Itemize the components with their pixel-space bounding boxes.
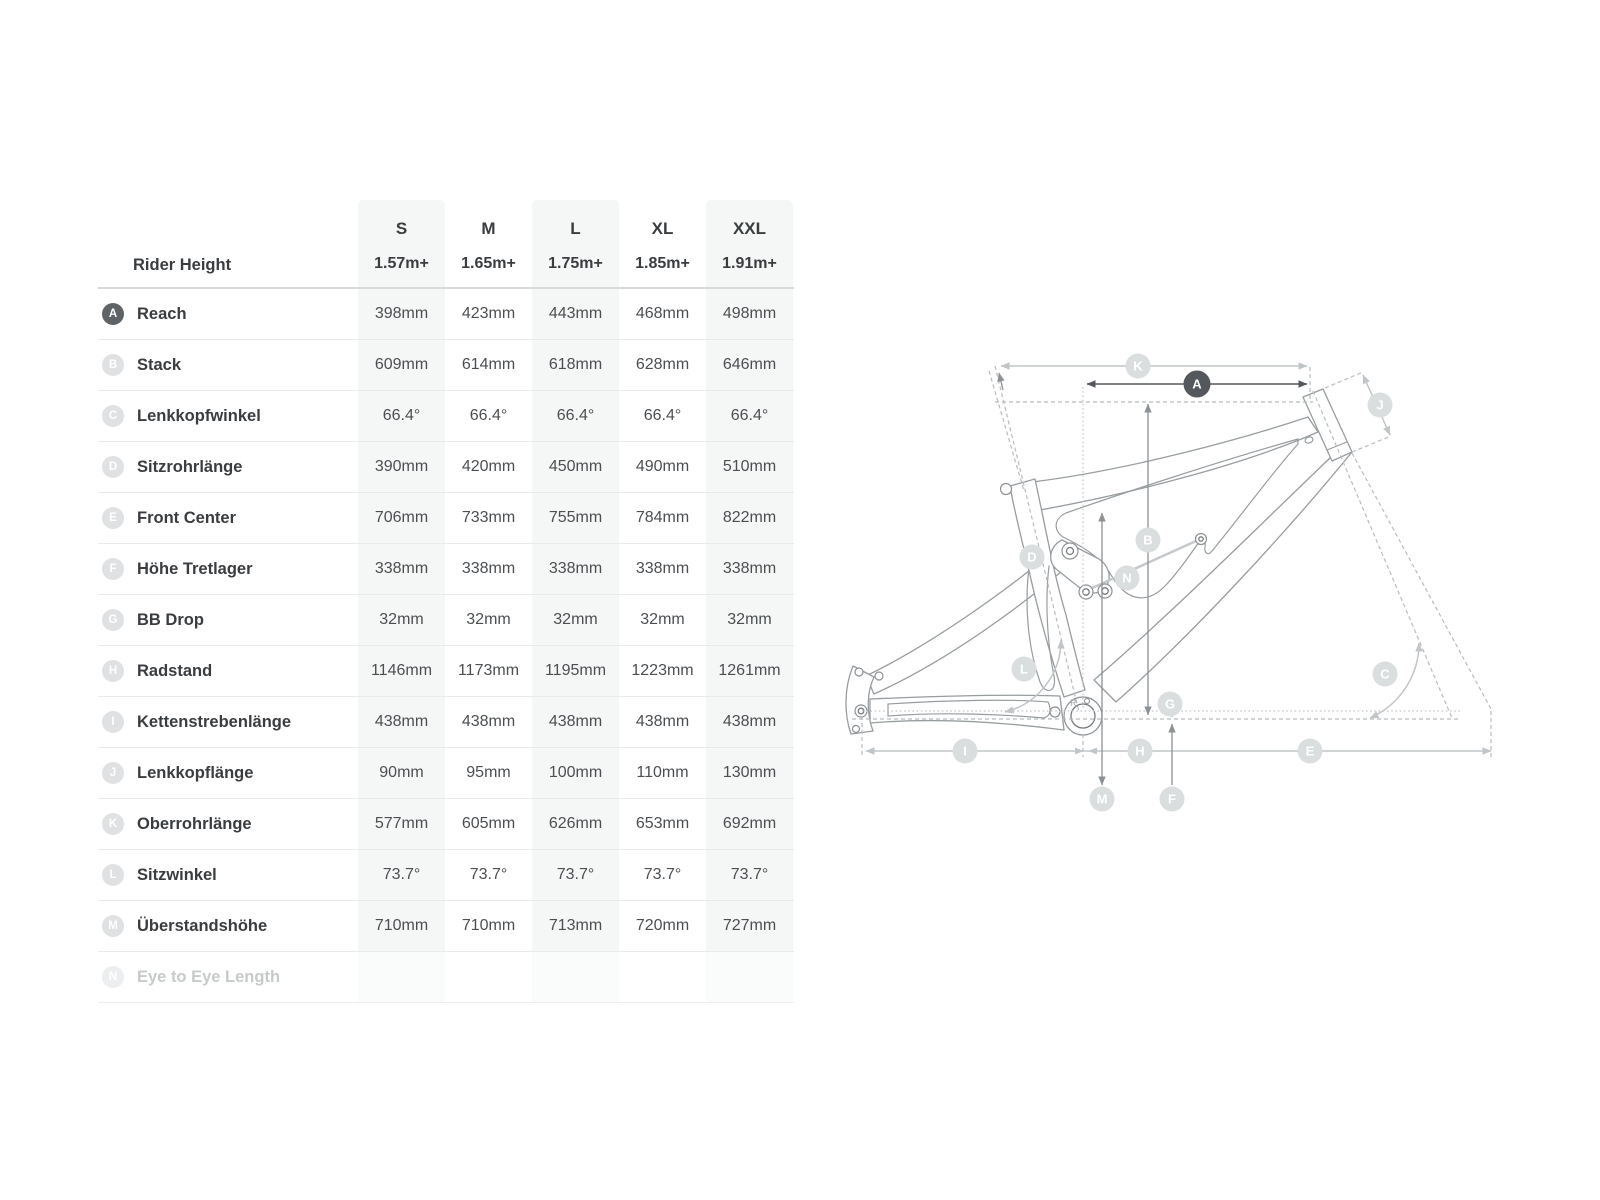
geo-value-cell: 338mm	[706, 544, 793, 594]
table-row	[98, 901, 794, 952]
geo-value-cell: 1195mm	[532, 646, 619, 696]
svg-text:M: M	[1096, 791, 1108, 807]
table-row	[98, 544, 794, 595]
geo-value-cell: 73.7°	[358, 850, 445, 900]
top-tube	[1032, 417, 1318, 510]
svg-text:G: G	[1164, 696, 1176, 712]
svg-text:A: A	[1192, 376, 1202, 392]
geo-value-cell: 100mm	[532, 748, 619, 798]
diagram-badge-c	[1373, 662, 1398, 687]
geo-value-cell	[445, 952, 532, 1002]
diagram-badge-d	[1020, 545, 1045, 570]
table-row	[98, 442, 794, 493]
geo-value-cell: 784mm	[635, 509, 690, 526]
geo-value-cell: 66.4°	[469, 407, 508, 424]
geo-value-cell: 73.7°	[643, 866, 682, 883]
geo-value-cell: 710mm	[358, 901, 445, 951]
geo-value-cell	[358, 952, 445, 1002]
geo-value-cell: 73.7°	[469, 866, 508, 883]
size-column-header-m	[445, 200, 532, 287]
geo-value-cell: 710mm	[461, 917, 516, 934]
geo-value-cell: 1173mm	[457, 662, 520, 679]
main-pivot	[1050, 707, 1060, 717]
table-row	[98, 850, 794, 901]
dimension-lines	[866, 366, 1491, 785]
row-label: Überstandshöhe	[137, 916, 268, 935]
bike-frame-drawing	[846, 389, 1352, 735]
size-label: L	[570, 219, 581, 238]
geo-value-cell: 450mm	[532, 442, 619, 492]
diagram-badge-m	[1090, 787, 1115, 812]
row-letter-badge: N	[102, 966, 124, 988]
diagram-badge-f	[1160, 787, 1185, 812]
geo-value-cell	[532, 952, 619, 1002]
rider-height-value: 1.65m+	[461, 255, 516, 272]
geo-value-cell: 653mm	[635, 815, 690, 832]
geo-value-cell: 90mm	[358, 748, 445, 798]
diagram-badge-a	[1184, 371, 1211, 398]
row-letter-badge: D	[102, 456, 124, 478]
diagram-badge-k	[1126, 354, 1151, 379]
row-label-cell	[98, 901, 358, 951]
table-row	[98, 646, 794, 697]
table-row	[98, 391, 794, 442]
geo-value-cell: 338mm	[461, 560, 516, 577]
row-label: Höhe Tretlager	[137, 559, 253, 578]
geo-value-cell: 618mm	[532, 340, 619, 390]
row-label-cell	[98, 340, 358, 390]
row-label: BB Drop	[137, 610, 204, 629]
geo-value-cell: 713mm	[532, 901, 619, 951]
row-letter-badge: C	[102, 405, 124, 427]
row-label-cell	[98, 697, 358, 747]
rider-height-value: 1.91m+	[722, 255, 777, 272]
geometry-rows	[98, 289, 794, 1003]
geometry-table	[98, 200, 794, 1003]
geo-value-cell: 338mm	[532, 544, 619, 594]
geo-value-cell: 420mm	[461, 458, 516, 475]
rider-height-value: 1.57m+	[374, 255, 429, 272]
size-label: XL	[651, 219, 674, 238]
geo-value-cell	[706, 952, 793, 1002]
geo-value-cell: 423mm	[461, 305, 516, 322]
geo-value-cell: 32mm	[358, 595, 445, 645]
geo-value-cell: 66.4°	[532, 391, 619, 441]
row-label: Front Center	[137, 508, 236, 527]
geo-value-cell: 66.4°	[706, 391, 793, 441]
geo-value-cell: 1146mm	[358, 646, 445, 696]
row-label: Oberrohrlänge	[137, 814, 252, 833]
geo-value-cell: 110mm	[636, 764, 689, 781]
svg-text:E: E	[1305, 743, 1315, 759]
geo-value-cell: 692mm	[706, 799, 793, 849]
geo-value-cell: 73.7°	[532, 850, 619, 900]
row-label: Sitzrohrlänge	[137, 457, 243, 476]
row-letter-badge: L	[102, 864, 124, 886]
size-label: S	[395, 219, 408, 238]
row-letter-badge: J	[102, 762, 124, 784]
row-letter-badge: F	[102, 558, 124, 580]
geo-value-cell: 605mm	[461, 815, 516, 832]
svg-text:J: J	[1376, 397, 1384, 413]
svg-text:D: D	[1027, 549, 1037, 565]
svg-text:N: N	[1122, 570, 1132, 586]
size-label: XXL	[732, 219, 767, 238]
svg-text:F: F	[1168, 791, 1176, 807]
svg-text:C: C	[1380, 666, 1390, 682]
row-label-cell	[98, 493, 358, 543]
geo-value-cell: 577mm	[358, 799, 445, 849]
diagram-badge-n	[1115, 566, 1140, 591]
geo-value-cell: 646mm	[706, 340, 793, 390]
geo-value-cell: 66.4°	[643, 407, 682, 424]
row-label-cell	[98, 391, 358, 441]
row-letter-badge: H	[102, 660, 124, 682]
svg-text:H: H	[1135, 743, 1145, 759]
geo-value-cell: 609mm	[358, 340, 445, 390]
geo-value-cell: 390mm	[358, 442, 445, 492]
geo-value-cell: 32mm	[466, 611, 511, 628]
svg-text:I: I	[963, 743, 967, 759]
geo-value-cell: 498mm	[706, 289, 793, 339]
geo-value-cell: 733mm	[461, 509, 516, 526]
row-label-cell	[98, 544, 358, 594]
row-label-cell	[98, 748, 358, 798]
geo-value-cell: 628mm	[635, 356, 690, 373]
row-label: Sitzwinkel	[137, 865, 217, 884]
size-column-header-s	[358, 200, 445, 287]
diagram-badge-e	[1298, 739, 1323, 764]
geo-value-cell: 1223mm	[631, 662, 694, 679]
row-letter-badge: K	[102, 813, 124, 835]
geo-value-cell: 438mm	[532, 697, 619, 747]
geo-value-cell: 32mm	[706, 595, 793, 645]
row-letter-badge: A	[102, 303, 124, 325]
table-row	[98, 697, 794, 748]
shock-mount-pivot	[1196, 534, 1207, 545]
geo-value-cell: 468mm	[635, 305, 690, 322]
diagram-badge-l	[1012, 657, 1037, 682]
row-label: Lenkkopflänge	[137, 763, 254, 782]
rider-height-value: 1.75m+	[548, 255, 603, 272]
geo-value-cell: 626mm	[532, 799, 619, 849]
size-column-header-l	[532, 200, 619, 287]
rider-height-label: Rider Height	[133, 256, 232, 274]
row-label: Eye to Eye Length	[137, 967, 281, 986]
row-letter-badge: G	[102, 609, 124, 631]
row-label: Reach	[137, 304, 187, 323]
row-label-cell	[98, 289, 358, 339]
diagram-badge-b	[1136, 528, 1161, 553]
size-label: M	[481, 219, 496, 238]
row-label-cell	[98, 442, 358, 492]
row-label-cell	[98, 850, 358, 900]
geo-value-cell: 510mm	[706, 442, 793, 492]
table-row	[98, 595, 794, 646]
row-letter-badge: I	[102, 711, 124, 733]
geo-value-cell: 755mm	[532, 493, 619, 543]
size-column-header-xxl	[706, 200, 793, 287]
geo-value-cell: 338mm	[635, 560, 690, 577]
geo-value-cell: 66.4°	[358, 391, 445, 441]
geo-value-cell: 338mm	[358, 544, 445, 594]
rider-height-header-cell	[98, 200, 358, 287]
svg-text:L: L	[1020, 661, 1028, 677]
row-letter-badge: B	[102, 354, 124, 376]
row-letter-badge: M	[102, 915, 124, 937]
frame-geometry-diagram	[820, 330, 1520, 830]
row-letter-badge: E	[102, 507, 124, 529]
table-row	[98, 952, 794, 1003]
svg-text:R: R	[1070, 698, 1077, 708]
geo-value-cell: 438mm	[461, 713, 516, 730]
table-row	[98, 799, 794, 850]
size-column-header-xl	[619, 200, 706, 287]
geo-value-cell: 822mm	[706, 493, 793, 543]
geo-value-cell: 1261mm	[706, 646, 793, 696]
row-label: Kettenstrebenlänge	[137, 712, 292, 731]
geo-value-cell: 614mm	[461, 356, 516, 373]
row-label-cell	[98, 595, 358, 645]
table-row	[98, 340, 794, 391]
row-label: Lenkkopfwinkel	[137, 406, 261, 425]
geo-value-cell: 438mm	[635, 713, 690, 730]
row-label-cell	[98, 799, 358, 849]
row-label-cell	[98, 646, 358, 696]
seat-collar-bolt	[1001, 484, 1012, 495]
geo-value-cell: 706mm	[358, 493, 445, 543]
row-label: Stack	[137, 355, 182, 374]
diagram-badge-i	[953, 739, 978, 764]
fork-line	[1352, 453, 1491, 709]
geo-value-cell: 720mm	[635, 917, 690, 934]
geo-value-cell: 438mm	[706, 697, 793, 747]
diagram-badge-g	[1158, 692, 1183, 717]
geo-value-cell: 130mm	[706, 748, 793, 798]
svg-text:B: B	[1143, 532, 1153, 548]
geometry-header	[98, 200, 794, 289]
row-label-cell	[98, 952, 358, 1002]
geo-value-cell: 32mm	[640, 611, 685, 628]
rider-height-value: 1.85m+	[635, 255, 690, 272]
table-row	[98, 289, 794, 340]
geo-value-cell: 32mm	[532, 595, 619, 645]
diagram-badge-j	[1368, 393, 1393, 418]
row-label: Radstand	[137, 661, 213, 680]
svg-text:K: K	[1133, 358, 1143, 374]
geo-value-cell: 398mm	[358, 289, 445, 339]
table-row	[98, 493, 794, 544]
geo-value-cell: 443mm	[532, 289, 619, 339]
rear-axle	[855, 705, 867, 717]
geo-value-cell	[619, 952, 706, 1002]
geo-value-cell: 438mm	[358, 697, 445, 747]
geo-value-cell: 73.7°	[706, 850, 793, 900]
table-row	[98, 748, 794, 799]
geo-value-cell: 95mm	[466, 764, 511, 781]
geo-value-cell: 490mm	[635, 458, 690, 475]
diagram-badge-h	[1128, 739, 1153, 764]
geo-value-cell: 727mm	[706, 901, 793, 951]
